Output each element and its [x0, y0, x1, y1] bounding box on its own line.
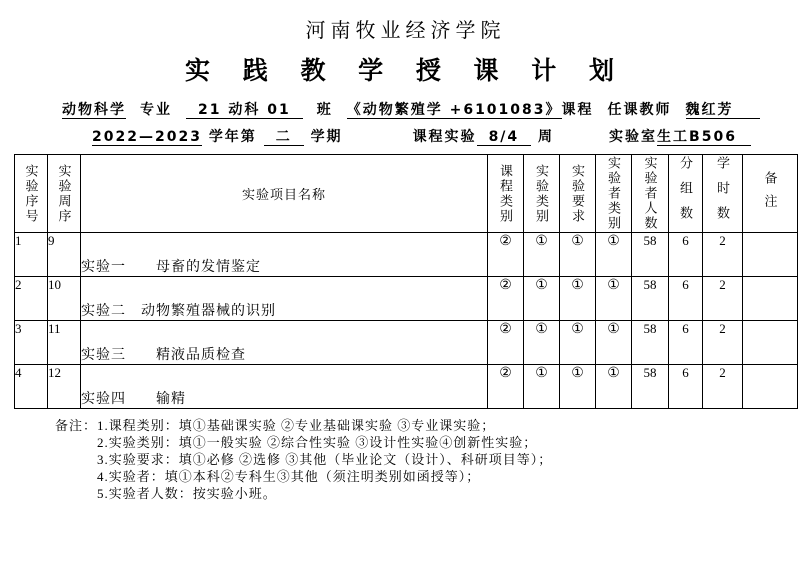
- cell-subject-type: ①: [596, 321, 632, 365]
- semester-info-line: [92, 126, 811, 146]
- cell-seq: 3: [15, 321, 48, 365]
- cell-exp-type: ①: [524, 365, 560, 409]
- semester-segment: [92, 126, 343, 146]
- cell-group-count: 6: [669, 321, 703, 365]
- major-value: 动物科学: [62, 102, 126, 118]
- col-header-subject-type: 实验者类别: [596, 155, 632, 233]
- term-value: 二: [264, 129, 304, 146]
- school-year-label: 学年第: [208, 129, 257, 145]
- cell-course-type: ②: [488, 233, 524, 277]
- week-label: 周: [538, 129, 555, 145]
- course-value: 《动物繁殖学 +6101083》: [346, 102, 562, 118]
- footnote-line: 4.实验者：填①本科②专科生③其他（须注明类别如函授等）；: [97, 469, 481, 484]
- cell-subject-count: 58: [632, 321, 669, 365]
- cell-group-count: 6: [669, 233, 703, 277]
- cell-subject-count: 58: [632, 365, 669, 409]
- col-header-project-name: 实验项目名称: [81, 155, 488, 233]
- cell-hours: 2: [703, 321, 743, 365]
- cell-group-count: 6: [669, 365, 703, 409]
- cell-subject-count: 58: [632, 233, 669, 277]
- col-header-exp-req: 实验要求: [560, 155, 596, 233]
- col-header-subject-count: 实验者人数: [632, 155, 669, 233]
- cell-week: 11: [48, 321, 81, 365]
- table-row: [15, 321, 798, 365]
- document-page: [0, 14, 811, 563]
- col-header-group-count: 分组数: [669, 155, 703, 233]
- cell-seq: 2: [15, 277, 48, 321]
- school-name: 河南牧业经济学院: [305, 20, 506, 42]
- cell-week: 10: [48, 277, 81, 321]
- header-row: [15, 155, 798, 233]
- cell-project-name: 实验三 精液品质检查: [81, 321, 488, 365]
- cell-remark: [743, 365, 798, 409]
- major-label: 专业: [140, 102, 172, 118]
- cell-course-type: ②: [488, 321, 524, 365]
- table-row: [15, 365, 798, 409]
- lab-label: 实验室: [609, 129, 658, 145]
- cell-exp-type: ①: [524, 233, 560, 277]
- footnote-line: 3.实验要求：填①必修 ②选修 ③其他（毕业论文（设计）、科研项目等）；: [97, 452, 553, 467]
- cell-subject-type: ①: [596, 233, 632, 277]
- cell-exp-req: ①: [560, 365, 596, 409]
- footnotes-label: 备注：: [55, 418, 98, 433]
- cell-course-type: ②: [488, 365, 524, 409]
- footnotes-lines: [97, 417, 552, 502]
- cell-exp-type: ①: [524, 321, 560, 365]
- lab-segment: [609, 126, 751, 146]
- table-row: [15, 277, 798, 321]
- cell-group-count: 6: [669, 277, 703, 321]
- teaching-plan-table: [14, 154, 798, 409]
- cell-subject-type: ①: [596, 277, 632, 321]
- lab-value: 生工B506: [657, 129, 751, 146]
- course-exp-segment: [413, 126, 554, 146]
- col-header-exp-seq: 实验序号: [15, 155, 48, 233]
- cell-week: 9: [48, 233, 81, 277]
- cell-exp-req: ①: [560, 321, 596, 365]
- cell-remark: [743, 321, 798, 365]
- cell-remark: [743, 233, 798, 277]
- cell-course-type: ②: [488, 277, 524, 321]
- col-header-exp-week: 实验周序: [48, 155, 81, 233]
- teacher-value: 魏红芳: [686, 102, 760, 119]
- cell-exp-type: ①: [524, 277, 560, 321]
- table-row: [15, 233, 798, 277]
- cell-project-name: 实验二 动物繁殖器械的识别: [81, 277, 488, 321]
- page-title: 实 践 教 学 授 课 计 划: [185, 56, 626, 85]
- cell-hours: 2: [703, 365, 743, 409]
- col-header-hours: 学时数: [703, 155, 743, 233]
- class-label: 班: [316, 102, 333, 118]
- cell-hours: 2: [703, 233, 743, 277]
- footnote-line: 5.实验者人数：按实验小班。: [97, 486, 277, 501]
- cell-remark: [743, 277, 798, 321]
- cell-seq: 1: [15, 233, 48, 277]
- teacher-label: 任课教师: [607, 102, 672, 118]
- term-label: 学期: [310, 129, 343, 145]
- footnotes: [55, 417, 811, 502]
- course-info-line: [62, 99, 811, 119]
- school-year-value: 2022—2023: [92, 129, 202, 145]
- cell-seq: 4: [15, 365, 48, 409]
- class-value: 21 动科 01: [186, 102, 303, 119]
- cell-hours: 2: [703, 277, 743, 321]
- footnote-line: 2.实验类别：填①一般实验 ②综合性实验 ③设计性实验④创新性实验；: [97, 435, 538, 450]
- cell-project-name: 实验四 输精: [81, 365, 488, 409]
- course-label: 课程: [561, 102, 594, 118]
- col-header-remark: 备注: [743, 155, 798, 233]
- cell-exp-req: ①: [560, 277, 596, 321]
- col-header-course-type: 课程类别: [488, 155, 524, 233]
- course-exp-label: 课程实验: [412, 129, 477, 145]
- footnote-line: 1.课程类别：填①基础课实验 ②专业基础课实验 ③专业课实验；: [97, 418, 496, 433]
- cell-subject-count: 58: [632, 277, 669, 321]
- col-header-exp-type: 实验类别: [524, 155, 560, 233]
- cell-subject-type: ①: [596, 365, 632, 409]
- cell-week: 12: [48, 365, 81, 409]
- course-exp-value: 8/4: [477, 129, 532, 146]
- cell-project-name: 实验一 母畜的发情鉴定: [81, 233, 488, 277]
- cell-exp-req: ①: [560, 233, 596, 277]
